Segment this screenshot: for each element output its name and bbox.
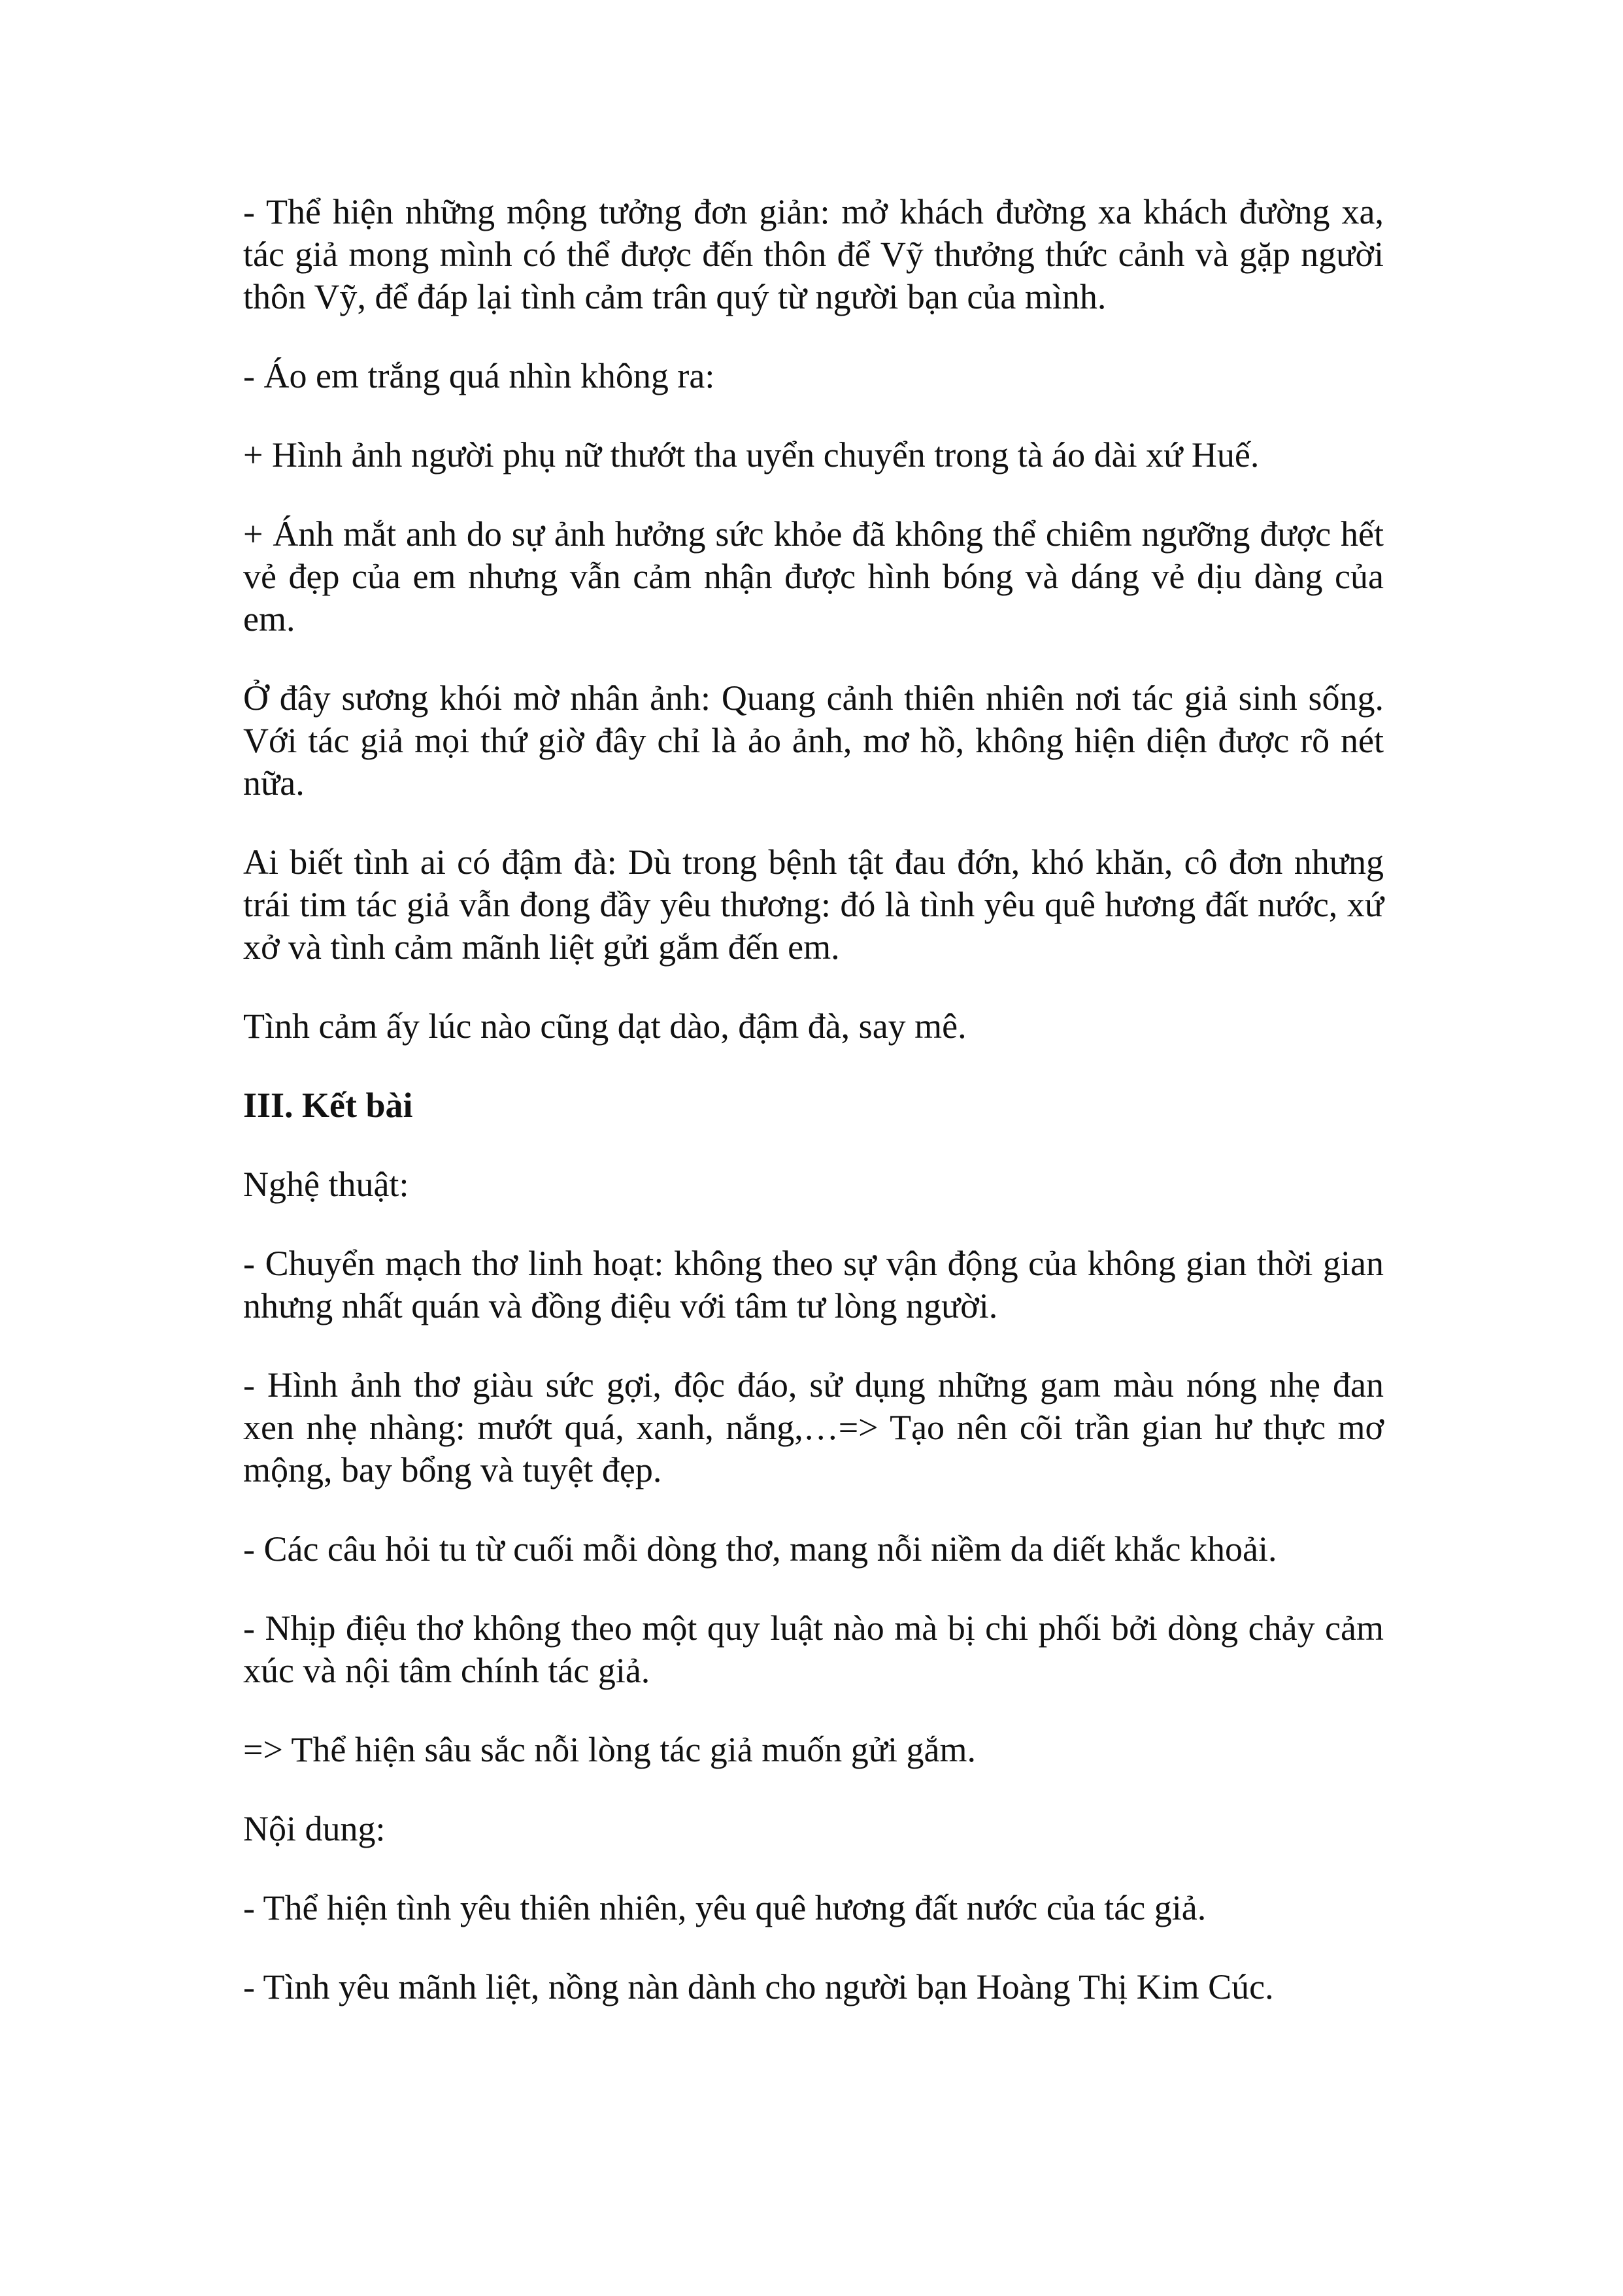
paragraph: - Tình yêu mãnh liệt, nồng nàn dành cho người bạn Hoàng Thị Kim Cúc. xyxy=(243,1967,1274,2006)
paragraph: Tình cảm ấy lúc nào cũng dạt dào, đậm đà, say mê. xyxy=(243,1007,967,1046)
paragraph: - Thể hiện những mộng tưởng đơn giản: mở khách đường xa khách đường xa, tác giả mong mình có thể được đến thôn để Vỹ thưởng thức cảnh và gặp người thôn Vỹ, để đáp lại tình cảm trân quý từ người bạn của mình. xyxy=(243,192,1384,316)
paragraph: + Hình ảnh người phụ nữ thướt tha uyển chuyển trong tà áo dài xứ Huế. xyxy=(243,435,1260,474)
paragraph: => Thể hiện sâu sắc nỗi lòng tác giả muốn gửi gắm. xyxy=(243,1730,976,1769)
paragraph: - Áo em trắng quá nhìn không ra: xyxy=(243,356,715,395)
paragraph: - Hình ảnh thơ giàu sức gợi, độc đáo, sử dụng những gam màu nóng nhẹ đan xen nhẹ nhàng: mướt quá, xanh, nắng,…=> Tạo nên cõi trần gian hư thực mơ mộng, bay bổng và tuyệt đẹp. xyxy=(243,1365,1384,1489)
paragraph: - Các câu hỏi tu từ cuối mỗi dòng thơ, mang nỗi niềm da diết khắc khoải. xyxy=(243,1529,1277,1569)
paragraph: - Nhịp điệu thơ không theo một quy luật nào mà bị chi phối bởi dòng chảy cảm xúc và nội tâm chính tác giả. xyxy=(243,1608,1384,1690)
document-body xyxy=(243,191,1384,2045)
section-heading: III. Kết bài xyxy=(243,1086,413,1125)
paragraph: Ai biết tình ai có đậm đà: Dù trong bệnh tật đau đớn, khó khăn, cô đơn nhưng trái tim tác giả vẫn đong đầy yêu thương: đó là tình yêu quê hương đất nước, xứ xở và tình cảm mãnh liệt gửi gắm đến em. xyxy=(243,842,1384,967)
paragraph: + Ánh mắt anh do sự ảnh hưởng sức khỏe đã không thể chiêm ngưỡng được hết vẻ đẹp của em nhưng vẫn cảm nhận được hình bóng và dáng vẻ dịu dàng của em. xyxy=(243,514,1384,639)
paragraph: Nghệ thuật: xyxy=(243,1165,409,1204)
paragraph: - Chuyển mạch thơ linh hoạt: không theo sự vận động của không gian thời gian nhưng nhất quán và đồng điệu với tâm tư lòng người. xyxy=(243,1244,1384,1325)
paragraph: - Thể hiện tình yêu thiên nhiên, yêu quê hương đất nước của tác giả. xyxy=(243,1888,1207,1927)
paragraph: Nội dung: xyxy=(243,1809,386,1848)
paragraph: Ở đây sương khói mờ nhân ảnh: Quang cảnh thiên nhiên nơi tác giả sinh sống. Với tác giả mọi thứ giờ đây chỉ là ảo ảnh, mơ hồ, không hiện diện được rõ nét nữa. xyxy=(243,678,1384,803)
